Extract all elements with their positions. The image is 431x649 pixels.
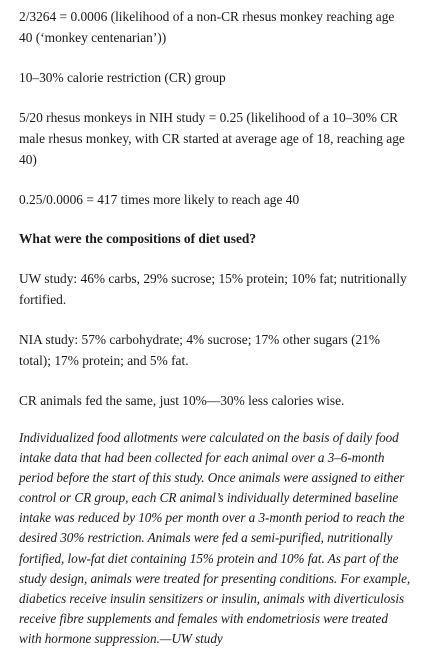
- block-quote: Individualized food allotments were calculated on the basis of daily food intake data that had been collected for each animal over a 3–6-month period before the start of this study. Once animals were assigned to either control or CR group, each CR animal’s individually determined baseline intake was reduced by 10% per month over a 3-month period to reach the desired 30% restriction. Animals were fed a semi-purified, nutritionally fortified, low-fat diet containing 15% protein and 10% fat. As part of the study design, animals were treated for presenting conditions. For example, diabetics receive insulin sensitizers or insulin, animals with diverticulosis receive fibre supplements and females with endometriosis were treated with hormone suppression.—UW study: [19, 430, 411, 646]
- paragraph-uw-study: UW study: 46% carbs, 29% sucrose; 15% protein; 10% fat; nutritionally fortified.: [19, 271, 407, 307]
- paragraph-cr-animals: CR animals fed the same, just 10%—30% less calories wise.: [19, 393, 345, 408]
- article-body: [19, 6, 411, 649]
- paragraph-nonCR-likelihood: 2/3264 = 0.0006 (likelihood of a non-CR rhesus monkey reaching age 40 (‘monkey centenarian’)): [19, 9, 395, 45]
- paragraph-cr-group: 10–30% calorie restriction (CR) group: [19, 70, 226, 85]
- paragraph-nih-study: 5/20 rhesus monkeys in NIH study = 0.25 (likelihood of a 10–30% CR male rhesus monkey, with CR started at average age of 18, reaching age 40): [19, 110, 405, 167]
- section-heading: What were the compositions of diet used?: [19, 231, 257, 246]
- paragraph-ratio: 0.25/0.0006 = 417 times more likely to reach age 40: [19, 192, 300, 207]
- paragraph-nia-study: NIA study: 57% carbohydrate; 4% sucrose; 17% other sugars (21% total); 17% protein; and 5% fat.: [19, 332, 381, 368]
